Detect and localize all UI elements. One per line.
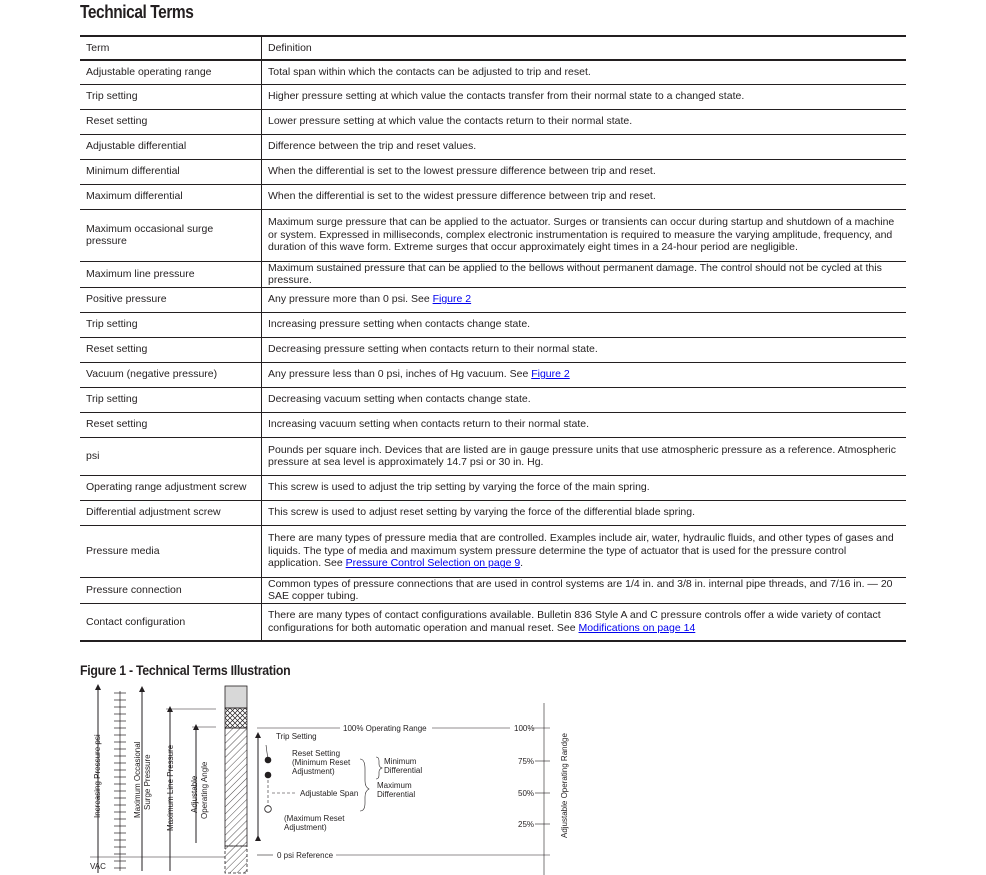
max-diff-label-1: Maximum [377,781,412,790]
definition-cell [262,134,907,159]
term-cell: Trip setting [80,84,262,109]
term-cell: Vacuum (negative pressure) [80,362,262,387]
table-row [80,337,906,362]
term-cell: Pressure media [80,525,262,577]
table-row [80,261,906,287]
percent-75-label: 75% [518,757,535,766]
definition-cell [262,60,907,84]
table-body [80,60,906,641]
definition-cell [262,184,907,209]
term-cell: Maximum occasional surge pressure [80,209,262,261]
definition-link[interactable]: Figure 2 [432,293,472,306]
term-cell: Trip setting [80,387,262,412]
column-header-term: Term [80,36,262,60]
column-hatched-range [225,728,247,846]
term-cell: Reset setting [80,412,262,437]
definition-text: Maximum surge pressure that can be applied to the actuator. Surges or transients can occur during startup and shutdown of a machine or system. Expressed in milliseconds, complex electronic instrumentation is required to measure the varying amplitude, frequency, and duration of this wave form. Extreme surges that occur approximately eight times in a 24-hour period are negligible. [268,216,895,254]
reset-open-dot [265,806,272,813]
table-row [80,287,906,312]
definition-text: When the differential is set to the widest pressure difference between trip and reset. [268,190,656,203]
definition-cell [262,525,907,577]
term-cell: Adjustable operating range [80,60,262,84]
adj-range-label: Adjustable Operating Randge [560,733,569,838]
table-row [80,387,906,412]
term-cell: Positive pressure [80,287,262,312]
term-cell: Contact configuration [80,603,262,641]
definition-text: Difference between the trip and reset values. [268,140,477,153]
definition-text: Maximum sustained pressure that can be applied to the bellows without permanent damage. The control should not be cycled at this pressure. [268,261,882,286]
definition-text: Lower pressure setting at which value the contacts return to their normal state. [268,115,633,128]
term-cell: Trip setting [80,312,262,337]
definition-text: Any pressure less than 0 psi, inches of Hg vacuum. See [268,368,532,381]
table-row [80,437,906,475]
increasing-pressure-label: Increasing Pressure psi [93,734,102,818]
definition-cell [262,412,907,437]
table-row [80,577,906,603]
max-surge-label-2: Surge Pressure [143,754,152,810]
table-row [80,525,906,577]
max-diff-brace [360,759,369,811]
column-top-block [225,686,247,708]
column-bottom-block [225,846,247,873]
definition-text: There are many types of contact configurations available. Bulletin 836 Style A and C pressure controls offer a wide variety of contact configurations for both automatic operation and manual reset. See [268,609,881,634]
definition-text: Increasing pressure setting when contacts change state. [268,318,531,331]
reset-setting-dot-1 [265,757,272,764]
definition-cell [262,337,907,362]
adj-angle-label-1: Adjustable [190,775,199,813]
term-cell: Reset setting [80,109,262,134]
definition-cell [262,159,907,184]
definition-text: Any pressure more than 0 psi. See [268,293,433,306]
table-row [80,60,906,84]
definition-text: There are many types of pressure media that are controlled. Examples include air, water, hydraulic fluids, and other types of gases and liquids. The type of media and maximum system pressure determine the type of actuator that is used for the pressure control application. See [268,532,894,570]
definition-cell [262,209,907,261]
term-cell: Pressure connection [80,577,262,603]
term-cell: Reset setting [80,337,262,362]
max-line-label: Maximum Line Pressure [166,744,175,831]
adjustable-span-label: Adjustable Span [300,789,359,798]
table-row [80,603,906,641]
table-row [80,184,906,209]
percent-50-label: 50% [518,789,535,798]
definition-cell [262,84,907,109]
definition-link[interactable]: Modifications on page 14 [578,621,696,634]
zero-ref-label: 0 psi Reference [277,851,334,860]
max-surge-label-1: Maximum Occasional [133,741,142,818]
table-row [80,312,906,337]
reset-setting-label-3: Adjustment) [292,767,335,776]
max-diff-label-2: Differential [377,790,416,799]
adj-angle-label-2: Operating Angle [200,761,209,819]
vac-label: VAC [90,862,106,871]
table-header-row [80,36,906,60]
definition-link[interactable]: Pressure Control Selection on page 9 [345,557,521,570]
column-header-definition: Definition [262,36,907,60]
definition-text: Pounds per square inch. Devices that are listed are in gauge pressure units that use atmospheric pressure as a reference. Atmospheric pressure at sea level is approximately 14.7 psi or 30 in. Hg. [268,443,897,468]
table-row [80,159,906,184]
term-cell: Differential adjustment screw [80,500,262,525]
definition-cell [262,287,907,312]
definition-cell [262,500,907,525]
definition-cell [262,109,907,134]
percent-25-label: 25% [518,820,535,829]
definition-text: This screw is used to adjust reset setting by varying the force of the differential blade spring. [268,506,696,519]
definition-text-after: . [520,557,524,570]
reset-setting-label-2: (Minimum Reset [292,758,351,767]
definition-text: Decreasing vacuum setting when contacts change state. [268,393,531,406]
table-row [80,475,906,500]
min-diff-label-1: Minimum [384,757,417,766]
definition-text: When the differential is set to the lowest pressure difference between trip and reset. [268,165,656,178]
definition-cell [262,261,907,287]
table-row [80,500,906,525]
term-cell: Maximum differential [80,184,262,209]
table-row [80,209,906,261]
definition-text: Increasing vacuum setting when contacts return to their normal state. [268,418,589,431]
definition-link[interactable]: Figure 2 [531,368,570,381]
definition-cell [262,312,907,337]
table-row [80,134,906,159]
max-reset-label-2: Adjustment) [284,823,327,832]
term-cell: Minimum differential [80,159,262,184]
term-cell: Adjustable differential [80,134,262,159]
definition-text: Total span within which the contacts can be adjusted to trip and reset. [268,66,591,78]
page-title: Technical Terms [80,2,194,22]
definition-cell [262,437,907,475]
technical-terms-illustration [80,683,580,875]
trip-setting-label: Trip Setting [276,732,317,741]
figure-title: Figure 1 - Technical Terms Illustration [80,662,291,678]
definition-text: Common types of pressure connections that are used in control systems are 1/4 in. and 3/8 in. internal pipe threads, and 7/16 in. — 20 SAE copper tubing. [268,577,893,602]
definition-cell [262,475,907,500]
term-cell: Operating range adjustment screw [80,475,262,500]
reset-setting-label-1: Reset Setting [292,749,341,758]
table-row [80,412,906,437]
min-diff-label-2: Differential [384,766,423,775]
definition-cell [262,603,907,641]
table-row [80,109,906,134]
column-crosshatch [225,708,247,728]
operating-range-label: 100% Operating Range [343,724,427,733]
definition-cell [262,577,907,603]
min-diff-brace [376,757,382,779]
table-row [80,84,906,109]
max-reset-label-1: (Maximum Reset [284,814,345,823]
definition-text: This screw is used to adjust the trip setting by varying the force of the main spring. [268,481,650,494]
definition-text: Higher pressure setting at which value the contacts transfer from their normal state to a changed state. [268,90,745,103]
term-cell: Maximum line pressure [80,261,262,287]
percent-100-label: 100% [514,724,535,733]
definition-cell [262,387,907,412]
definition-text: Decreasing pressure setting when contacts return to their normal state. [268,343,598,356]
table-row [80,362,906,387]
definition-cell [262,362,907,387]
term-cell: psi [80,437,262,475]
technical-terms-table [80,35,906,642]
